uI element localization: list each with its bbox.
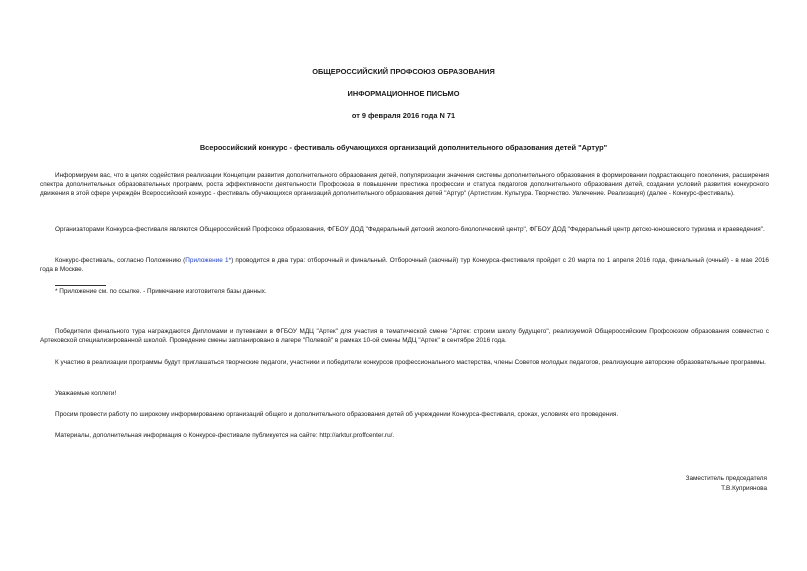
appendix-link[interactable]: Приложение 1* [185, 257, 232, 264]
stages-text-before: Конкурс-фестиваль, согласно Положению ( [55, 257, 186, 264]
paragraph-winners: Победители финального тура награждаются Дипломами и путевками в ФГБОУ МДЦ "Артек" для участия в тематической смене "Артек: строим школу будущего", реализуемой Общероссийским Профсоюзом образования совместно с Артековской специализированной школой. Проведение смены запланировано в лагере "Полевой" в рамках 10-ой смены МДЦ "Артек" в сентябре 2016 года. [40, 328, 769, 344]
document-date: от 9 февраля 2016 года N 71 [351, 111, 456, 120]
document-type: ИНФОРМАЦИОННОЕ ПИСЬМО [347, 89, 460, 98]
paragraph-intro: Информируем вас, что в целях содействия реализации Концепции развития дополнительного образования детей, популяризации значения системы дополнительного образования в формировании подрастающего поколения, расширения спектра дополнительных образовательных программ, роста эффективности деятельности Профсоюза в повышении престижа профессии и статуса педагогов дополнительного образования детей, создании условий развития конкурсного движения в этой сфере учреждён Всероссийский конкурс - фестиваль обучающихся организаций дополнительного образования детей "Артур" (Артистизм. Культура. Творчество. Увлечение. Реализация) (далее - Конкурс-фестиваль). [40, 172, 769, 197]
paragraph-participants: К участию в реализации программы будут приглашаться творческие педагоги, участники и победители конкурсов профессионального мастерства, члены Советов молодых педагогов, реализующие авторские образовательные программы. [55, 359, 766, 366]
footnote-divider [55, 285, 106, 286]
paragraph-materials: Материалы, дополнительная информация о Конкурсе-фестивале публикуется на сайте: http://arktur.proffcenter.ru/. [55, 432, 395, 439]
document-subject: Всероссийский конкурс - фестиваль обучающихся организаций дополнительного образования детей "Артур" [199, 143, 608, 152]
signature-name: Т.В.Куприянова [721, 485, 767, 492]
paragraph-stages [40, 256, 769, 274]
paragraph-organizers: Организаторами Конкурса-фестиваля являются Общероссийский Профсоюз образования, ФГБОУ ДОД "Федеральный детский эколого-биологический центр", ФГБОУ ДОД "Федеральный центр детско-юношеского туризма и краеведения". [55, 226, 765, 233]
organization-title: ОБЩЕРОССИЙСКИЙ ПРОФСОЮЗ ОБРАЗОВАНИЯ [312, 67, 495, 76]
paragraph-request: Просим провести работу по широкому информированию организаций общего и дополнительного образования детей об учреждении Конкурса-фестиваля, сроках, условиях его проведения. [55, 411, 619, 418]
footnote: * Приложение см. по ссылке. - Примечание изготовителя базы данных. [55, 288, 267, 295]
signature-position: Заместитель председателя [685, 475, 767, 482]
stages-text-after: ) проводится в два тура: отборочный и финальный. Отборочный (заочный) тур Конкурса-фестиваля пройдет с 20 марта по 1 апреля 2016 года, финальный (очный) - в мае 2016 года в Москве. [40, 257, 769, 273]
paragraph-greeting: Уважаемые коллеги! [55, 390, 117, 397]
